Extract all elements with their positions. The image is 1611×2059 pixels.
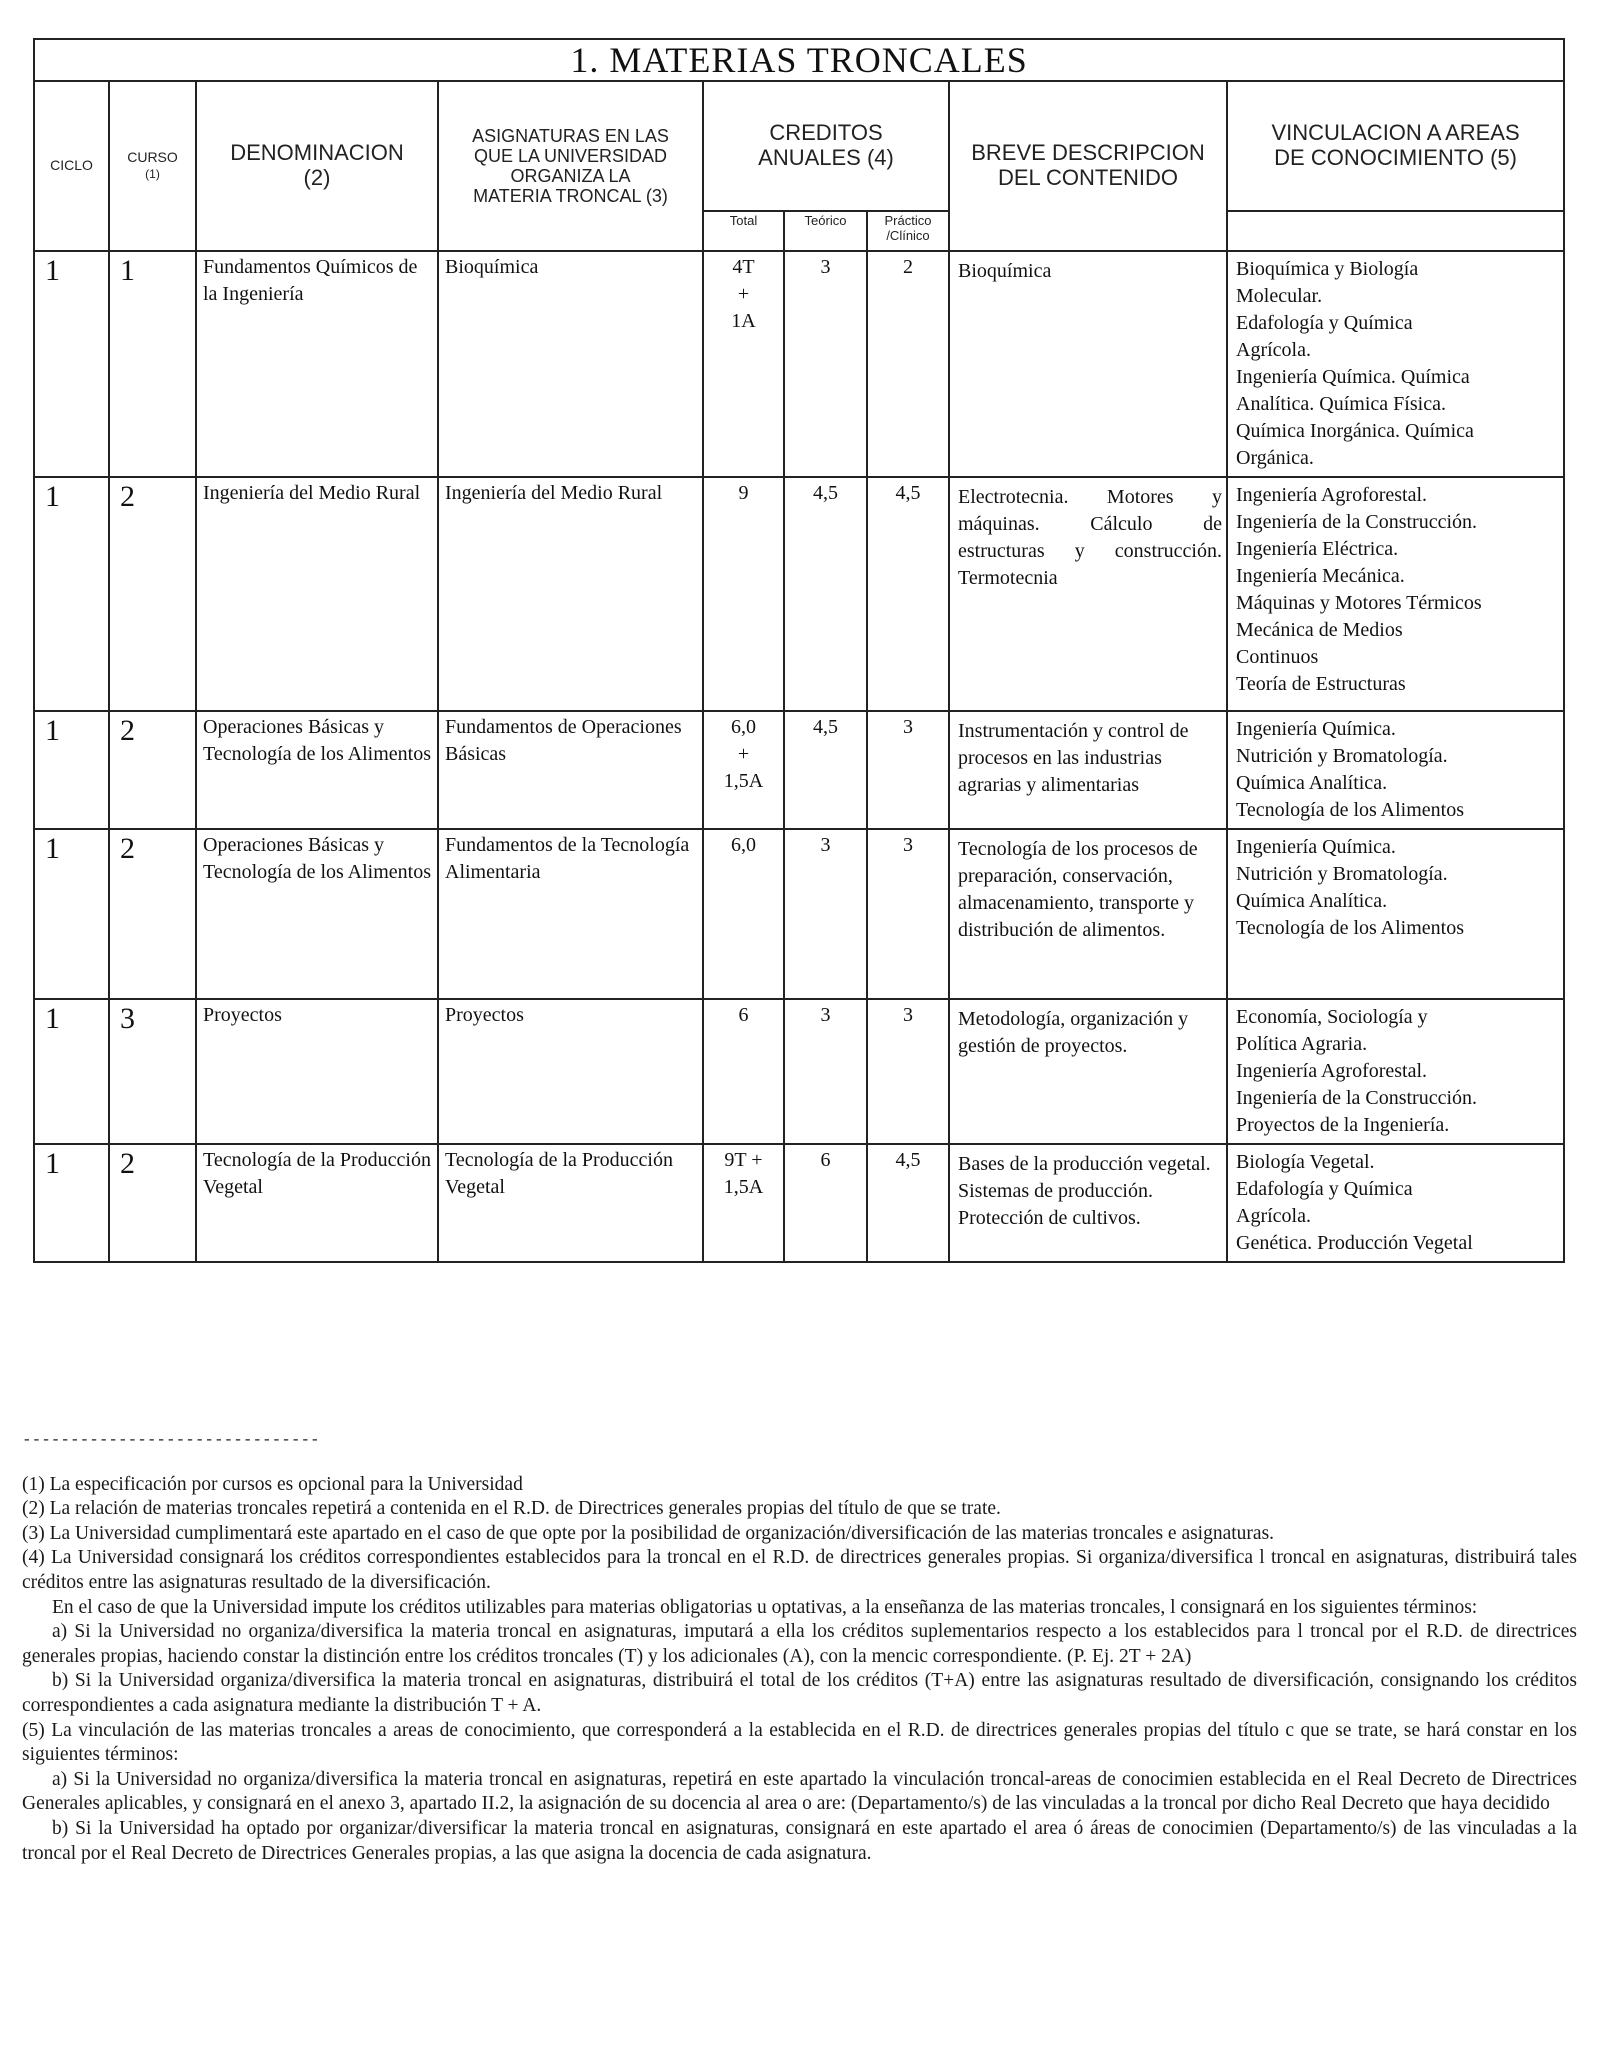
- cell-descripcion: Instrumentación y control de procesos en las industrias agrarias y alimentarias: [949, 711, 1227, 829]
- table-title: 1. MATERIAS TRONCALES: [34, 39, 1564, 81]
- cell-practico: 4,5: [867, 477, 949, 711]
- header-descripcion: [949, 81, 1227, 251]
- area-item: Química Inorgánica. Química: [1236, 420, 1474, 442]
- cell-descripcion: Tecnología de los procesos de preparación, conservación, almacenamiento, transporte y distribución de alimentos.: [949, 829, 1227, 999]
- cell-descripcion: Bases de la producción vegetal. Sistemas de producción. Protección de cultivos.: [949, 1144, 1227, 1262]
- header-teorico: Teórico: [784, 211, 867, 251]
- header-denominacion-label: DENOMINACION: [230, 140, 404, 166]
- area-item: Genética. Producción Vegetal: [1236, 1232, 1473, 1254]
- table-row: [34, 477, 1564, 711]
- footnote-5: (5) La vinculación de las materias troncales a areas de conocimiento, que corresponderá a la establecida en el R.D. de directrices generales propias del título c que se trate, se hará constar en los siguientes términos:: [22, 1719, 1577, 1766]
- cell-ciclo: 1: [34, 251, 109, 477]
- header-vinculacion-line: DE CONOCIMIENTO (5): [1274, 145, 1517, 170]
- footnote-separator: -------------------------------: [22, 1431, 320, 1449]
- cell-practico: 3: [867, 829, 949, 999]
- area-item: Ingeniería Química.: [1236, 836, 1396, 858]
- header-asignaturas-line: ORGANIZA LA: [510, 166, 631, 186]
- cell-total: [703, 251, 784, 477]
- cell-descripcion: Bioquímica: [949, 251, 1227, 477]
- cell-asignatura: Bioquímica: [438, 251, 703, 477]
- cell-total-line: 9T +: [724, 1149, 763, 1171]
- cell-curso: 2: [109, 711, 196, 829]
- cell-total-line: 6,0: [731, 834, 756, 856]
- header-curso: [109, 81, 196, 251]
- cell-denominacion: Fundamentos Químicos de la Ingeniería: [196, 251, 438, 477]
- area-item: Química Analítica.: [1236, 890, 1388, 912]
- materias-troncales-table: [33, 38, 1565, 1263]
- cell-descripcion: Electrotecnia. Motores y máquinas. Cálculo de estructuras y construcción. Termotecnia: [949, 477, 1227, 711]
- cell-total-line: 1,5A: [723, 1176, 764, 1198]
- cell-teorico: 4,5: [784, 477, 867, 711]
- cell-practico: 3: [867, 999, 949, 1144]
- cell-total-line: 1A: [731, 310, 756, 332]
- cell-denominacion: Operaciones Básicas y Tecnología de los Alimentos: [196, 829, 438, 999]
- header-total: Total: [703, 211, 784, 251]
- cell-total: [703, 1144, 784, 1262]
- header-creditos-line: CREDITOS: [769, 120, 883, 146]
- area-item: Política Agraria.: [1236, 1033, 1368, 1055]
- area-item: Ingeniería Química.: [1236, 718, 1396, 740]
- cell-teorico: 6: [784, 1144, 867, 1262]
- header-vinculacion-blank: [1227, 211, 1564, 251]
- cell-ciclo: 1: [34, 477, 109, 711]
- header-asignaturas-line: MATERIA TRONCAL (3): [473, 186, 668, 207]
- cell-teorico: 3: [784, 999, 867, 1144]
- cell-total-line: 6,0: [731, 716, 756, 738]
- cell-asignatura: Ingeniería del Medio Rural: [438, 477, 703, 711]
- header-ciclo: CICLO: [34, 81, 109, 251]
- cell-total-line: 9: [738, 482, 749, 504]
- table-row: [34, 1144, 1564, 1262]
- cell-areas: [1227, 477, 1564, 711]
- footnote-4-b: b) Si la Universidad organiza/diversifica la materia troncal en asignaturas, distribuirá el total de los créditos (T+A) entre las asignaturas resultado de diversificación, consignando los créditos correspondientes a cada asignatura mediante la distribución T + A.: [22, 1670, 1577, 1716]
- cell-areas: [1227, 1144, 1564, 1262]
- table-row: [34, 999, 1564, 1144]
- footnote-1: (1) La especificación por cursos es opcional para la Universidad: [22, 1473, 523, 1495]
- cell-asignatura: Proyectos: [438, 999, 703, 1144]
- footnote-2: (2) La relación de materias troncales repetirá a contenida en el R.D. de Directrices generales propias del título de que se trate.: [22, 1498, 1001, 1520]
- area-item: Continuos: [1236, 646, 1319, 668]
- cell-total-line: 1,5A: [723, 770, 764, 792]
- cell-ciclo: 1: [34, 711, 109, 829]
- area-item: Máquinas y Motores Térmicos: [1236, 592, 1482, 614]
- table-row: [34, 829, 1564, 999]
- footnotes: [22, 1428, 1577, 1866]
- header-practico-line: Práctico: [884, 213, 932, 228]
- cell-denominacion: Proyectos: [196, 999, 438, 1144]
- cell-practico: 3: [867, 711, 949, 829]
- header-creditos: [703, 81, 949, 211]
- area-item: Analítica. Química Física.: [1236, 393, 1446, 415]
- header-denominacion-note: (2): [303, 165, 331, 190]
- area-item: Bioquímica y Biología: [1236, 258, 1419, 280]
- cell-total: [703, 999, 784, 1144]
- cell-curso: 2: [109, 829, 196, 999]
- cell-teorico: 3: [784, 829, 867, 999]
- area-item: Ingeniería Agroforestal.: [1236, 1060, 1428, 1082]
- cell-descripcion: Metodología, organización y gestión de proyectos.: [949, 999, 1227, 1144]
- header-asignaturas-line: QUE LA UNIVERSIDAD: [473, 145, 668, 166]
- area-item: Biología Vegetal.: [1236, 1151, 1375, 1173]
- cell-denominacion: Operaciones Básicas y Tecnología de los Alimentos: [196, 711, 438, 829]
- cell-ciclo: 1: [34, 999, 109, 1144]
- area-item: Ingeniería de la Construcción.: [1236, 511, 1478, 533]
- cell-curso: 2: [109, 1144, 196, 1262]
- header-descripcion-line: BREVE DESCRIPCION: [971, 140, 1205, 166]
- footnote-4: (4) La Universidad consignará los créditos correspondientes establecidos para la troncal en el R.D. de directrices generales propias. Si organiza/diversifica l troncal en asignaturas, distribuirá tales créditos entre las asignaturas resultado de la diversificación.: [22, 1547, 1577, 1593]
- cell-total-line: +: [737, 743, 750, 765]
- footnote-4-paragraph: En el caso de que la Universidad impute los créditos utilizables para materias obligatorias u optativas, a la enseñanza de las materias troncales, l consignará en los siguientes términos:: [52, 1596, 1478, 1618]
- area-item: Ingeniería Agroforestal.: [1236, 484, 1428, 506]
- header-creditos-line: ANUALES (4): [758, 145, 894, 170]
- area-item: Edafología y Química: [1236, 312, 1413, 334]
- area-item: Nutrición y Bromatología.: [1236, 745, 1448, 767]
- footnote-4-a: a) Si la Universidad no organiza/diversifica la materia troncal en asignaturas, imputará a ella los créditos suplementarios respecto a los establecidos para l troncal por el R.D. de directrices generales propias, haciendo constar la distinción entre los créditos troncales (T) y los adicionales (A), con la mencic correspondiente. (P. Ej. 2T + 2A): [22, 1621, 1577, 1667]
- cell-total: [703, 829, 784, 999]
- area-item: Química Analítica.: [1236, 772, 1388, 794]
- cell-areas: [1227, 829, 1564, 999]
- cell-denominacion: Tecnología de la Producción Vegetal: [196, 1144, 438, 1262]
- footnote-3: (3) La Universidad cumplimentará este apartado en el caso de que opte por la posibilidad de organización/diversificación de las materias troncales e asignaturas.: [22, 1522, 1275, 1544]
- cell-asignatura: Fundamentos de la Tecnología Alimentaria: [438, 829, 703, 999]
- area-item: Ingeniería Eléctrica.: [1236, 538, 1399, 560]
- table-row: [34, 251, 1564, 477]
- cell-total: [703, 711, 784, 829]
- header-vinculacion: [1227, 81, 1564, 211]
- cell-asignatura: Tecnología de la Producción Vegetal: [438, 1144, 703, 1262]
- footnote-5-b: b) Si la Universidad ha optado por organizar/diversificar la materia troncal en asignaturas, consignará en este apartado el area ó áreas de conocimien (Departamento/s) de las vinculadas a la troncal por el Real Decreto de Directrices Generales propias, a las que asigna la docencia de cada asignatura.: [22, 1817, 1577, 1864]
- cell-total-line: 4T: [732, 256, 755, 278]
- cell-ciclo: 1: [34, 1144, 109, 1262]
- cell-ciclo: 1: [34, 829, 109, 999]
- area-item: Orgánica.: [1236, 447, 1314, 469]
- area-item: Agrícola.: [1236, 339, 1311, 361]
- header-practico-line: /Clínico: [886, 227, 930, 243]
- header-descripcion-line: DEL CONTENIDO: [997, 165, 1179, 190]
- area-item: Teoría de Estructuras: [1236, 673, 1406, 695]
- area-item: Tecnología de los Alimentos: [1236, 799, 1465, 821]
- area-item: Nutrición y Bromatología.: [1236, 863, 1448, 885]
- cell-curso: 3: [109, 999, 196, 1144]
- cell-total: [703, 477, 784, 711]
- cell-practico: 2: [867, 251, 949, 477]
- cell-teorico: 3: [784, 251, 867, 477]
- area-item: Ingeniería Mecánica.: [1236, 565, 1405, 587]
- cell-asignatura: Fundamentos de Operaciones Básicas: [438, 711, 703, 829]
- header-asignaturas: [438, 81, 703, 251]
- area-item: Tecnología de los Alimentos: [1236, 917, 1465, 939]
- area-item: Molecular.: [1236, 285, 1323, 307]
- area-item: Proyectos de la Ingeniería.: [1236, 1114, 1450, 1136]
- table-row: [34, 711, 1564, 829]
- cell-practico: 4,5: [867, 1144, 949, 1262]
- cell-areas: [1227, 999, 1564, 1144]
- header-denominacion: [196, 81, 438, 251]
- area-item: Agrícola.: [1236, 1205, 1311, 1227]
- area-item: Ingeniería de la Construcción.: [1236, 1087, 1478, 1109]
- cell-curso: 2: [109, 477, 196, 711]
- cell-areas: [1227, 251, 1564, 477]
- cell-total-line: 6: [738, 1004, 749, 1026]
- header-vinculacion-line: VINCULACION A AREAS: [1271, 120, 1520, 146]
- cell-areas: [1227, 711, 1564, 829]
- header-curso-label: CURSO: [127, 149, 178, 166]
- footnote-5-a: a) Si la Universidad no organiza/diversifica la materia troncal en asignaturas, repetirá en este apartado la vinculación troncal-areas de conocimien establecida en el Real Decreto de Directrices Generales aplicables, y consignará en el anexo 3, apartado II.2, la asignación de su docencia al area o are: (Departamento/s) de las vinculadas a la troncal por dicho Real Decreto que haya decidido: [22, 1768, 1577, 1815]
- area-item: Mecánica de Medios: [1236, 619, 1403, 641]
- area-item: Ingeniería Química. Química: [1236, 366, 1470, 388]
- area-item: Economía, Sociología y: [1236, 1006, 1428, 1028]
- header-curso-note: (1): [145, 167, 160, 181]
- cell-denominacion: Ingeniería del Medio Rural: [196, 477, 438, 711]
- area-item: Edafología y Química: [1236, 1178, 1413, 1200]
- header-asignaturas-line: ASIGNATURAS EN LAS: [472, 125, 669, 146]
- header-practico: [867, 211, 949, 251]
- cell-teorico: 4,5: [784, 711, 867, 829]
- cell-total-line: +: [737, 283, 750, 305]
- cell-curso: 1: [109, 251, 196, 477]
